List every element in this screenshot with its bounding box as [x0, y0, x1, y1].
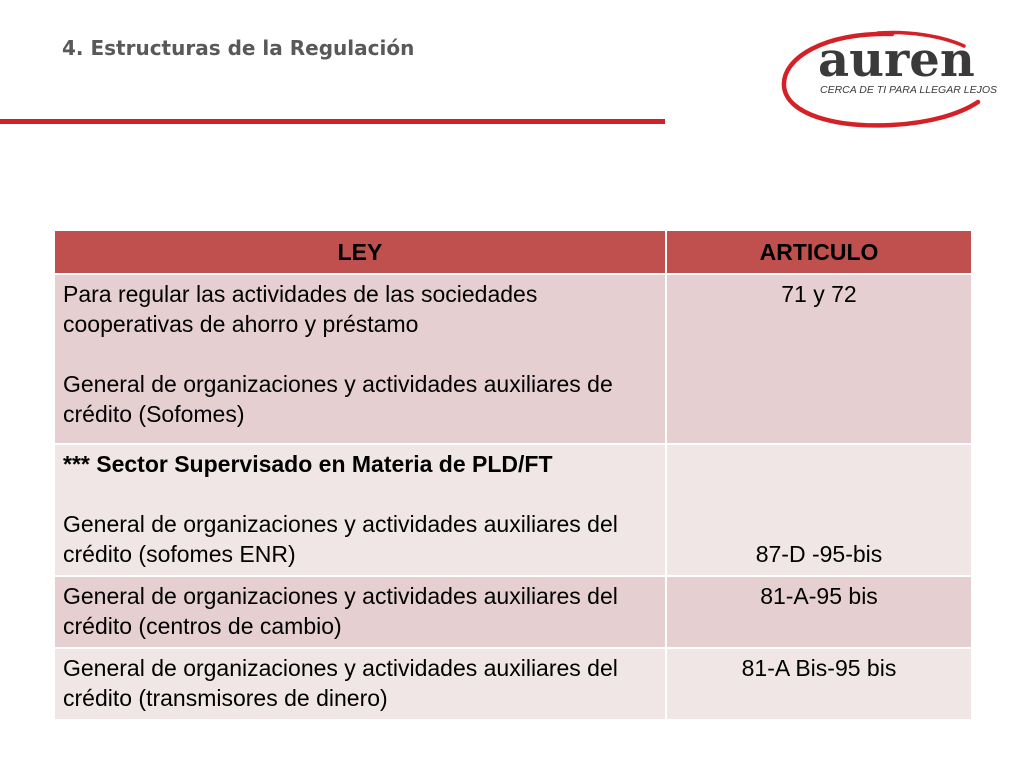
ley-text: General de organizaciones y actividades auxiliares de crédito (Sofomes) — [63, 371, 613, 427]
auren-logo — [780, 28, 1005, 130]
ley-text-bold: *** Sector Supervisado en Materia de PLD/FT — [63, 451, 553, 477]
ley-cell: General de organizaciones y actividades auxiliares del crédito (centros de cambio) — [54, 576, 666, 648]
logo-wordmark: auren — [818, 32, 975, 88]
regulation-table — [53, 229, 973, 721]
header-articulo: ARTICULO — [666, 230, 972, 274]
articulo-cell: 81-A-95 bis — [666, 576, 972, 648]
table-row — [54, 444, 972, 576]
header-ley: LEY — [54, 230, 666, 274]
table-row — [54, 648, 972, 720]
ley-cell — [54, 274, 666, 444]
articulo-cell: 71 y 72 — [666, 274, 972, 444]
articulo-cell: 81-A Bis-95 bis — [666, 648, 972, 720]
ley-cell — [54, 444, 666, 576]
table-row — [54, 576, 972, 648]
header-divider — [0, 119, 665, 124]
table-header-row — [54, 230, 972, 274]
ley-text: General de organizaciones y actividades auxiliares del crédito (sofomes ENR) — [63, 511, 618, 567]
articulo-cell: 87-D -95-bis — [666, 444, 972, 576]
slide-title: 4. Estructuras de la Regulación — [62, 36, 415, 60]
logo-tagline: CERCA DE TI PARA LLEGAR LEJOS — [820, 84, 997, 96]
ley-cell: General de organizaciones y actividades auxiliares del crédito (transmisores de dinero) — [54, 648, 666, 720]
table-row — [54, 274, 972, 444]
ley-text: Para regular las actividades de las sociedades cooperativas de ahorro y préstamo — [63, 281, 538, 337]
